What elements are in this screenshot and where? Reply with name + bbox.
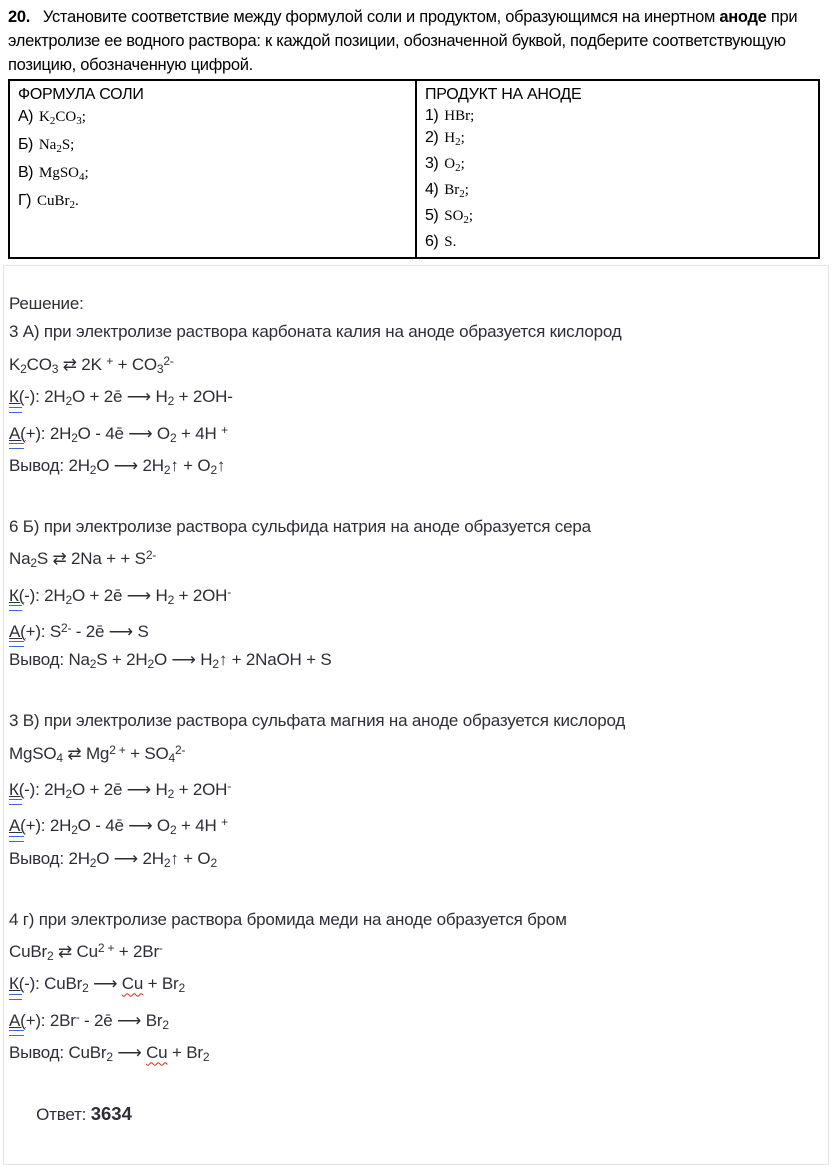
product-formula-3: $O_2$; xyxy=(444,156,465,174)
answer-label: Ответ: xyxy=(36,1105,91,1125)
product-formula-2: $H_2$; xyxy=(444,130,465,148)
product-row-6 xyxy=(425,231,812,253)
section-b-conclusion-equation: Вывод: $Na_2S + 2H_2O$ ⟶ $H_2↑$ + 2NaOH + S xyxy=(9,650,332,672)
question-line-3: позицию, обозначенную цифрой. xyxy=(8,56,253,74)
section-a-anode-equation: А(+): $2H_2O$ - 4ē ⟶ $O_2 + 4H$ + xyxy=(9,416,823,452)
salt-formula-column xyxy=(10,81,417,257)
product-formula-4: $Br_2$; xyxy=(444,182,469,200)
section-g-dissociation-equation: CuBr$_2$ ⇄ $Cu^{2 +} + 2Br^-$ xyxy=(9,941,163,964)
section-b-heading: 6 Б) при электролизе раствора сульфида натрия на аноде образуется сера xyxy=(9,516,591,536)
exam-page xyxy=(0,5,832,1165)
answer-line xyxy=(9,1072,823,1158)
solution-section-a xyxy=(9,318,823,484)
section-a-dissociation-equation: $K_2CO_3$ ⇄ 2K $^+ + CO_3^{2-}$ xyxy=(9,353,174,376)
product-label-6: 6) xyxy=(425,233,439,250)
salt-label-b: Б) xyxy=(18,136,33,153)
product-column-header: ПРОДУКТ НА АНОДЕ xyxy=(425,86,582,103)
salt-label-g: Г) xyxy=(18,192,31,209)
product-row-4 xyxy=(425,179,812,205)
salt-formula-g: CuBr$_2$. xyxy=(37,193,79,211)
question-statement xyxy=(8,5,824,77)
section-v-anode-equation: А(+): $2H_2O$ - 4ē ⟶ $O_2 + 4H$ + xyxy=(9,808,823,844)
section-a-cathode-equation: К(-): $2H_2O$ + 2ē ⟶ $H_2 + 2OH-$ xyxy=(9,383,823,415)
solution-section-v xyxy=(9,707,823,877)
section-g-heading: 4 г) при электролизе раствора бромида меди на аноде образуется бром xyxy=(9,909,567,929)
salt-row-a xyxy=(18,105,409,133)
question-line-1: 20. Установите соответствие между формулой соли и продуктом, образующимся на инертном аноде при xyxy=(8,8,798,26)
section-v-dissociation-equation: MgSO$_4$ ⇄ $Mg^{2 +} + SO_4^{2-}$ xyxy=(9,742,186,765)
section-g-conclusion-equation: Вывод: CuBr$_2$ ⟶ $Cu + Br_2$ xyxy=(9,1043,210,1065)
product-row-3 xyxy=(425,153,812,179)
salt-formula-b: $Na_2S$; xyxy=(38,137,75,155)
section-g-cathode-equation: К(-): CuBr$_2$ ⟶ $Cu + Br_2$ xyxy=(9,970,823,1002)
section-v-cathode-equation: К(-): $2H_2O$ + 2ē ⟶ $H_2 + 2OH^-$ xyxy=(9,772,823,808)
section-b-cathode-equation: К(-): $2H_2O$ + 2ē ⟶ $H_2 + 2OH^-$ xyxy=(9,578,823,614)
product-label-5: 5) xyxy=(425,207,439,224)
section-a-heading: 3 А) при электролизе раствора карбоната калия на аноде образуется кислород xyxy=(9,322,622,342)
section-v-conclusion-equation: Вывод: $2H_2O$ ⟶ $2H_2↑ + O_2$ xyxy=(9,848,217,870)
answer-value: 3634 xyxy=(90,1103,132,1125)
matching-table xyxy=(8,79,820,259)
product-label-1: 1) xyxy=(425,107,439,124)
solution-panel xyxy=(3,265,829,1165)
product-row-2 xyxy=(425,127,812,153)
solution-title: Решение: xyxy=(9,294,84,313)
salt-row-b xyxy=(18,133,409,161)
product-row-5 xyxy=(425,205,812,231)
section-a-conclusion-equation: Вывод: $2H_2O$ ⟶ $2H_2↑$ + $O_2↑$ xyxy=(9,456,226,478)
section-b-anode-equation: А(+): $S^{2-}$ - 2ē ⟶ S xyxy=(9,614,823,646)
section-b-dissociation-equation: $Na_2S$ ⇄ 2Na + + $S^{2-}$ xyxy=(9,548,157,571)
solution-section-b xyxy=(9,513,823,679)
question-line-2: электролизе ее водного раствора: к каждой позиции, обозначенной буквой, подберите соответствующую xyxy=(8,32,786,50)
solution-section-g xyxy=(9,906,823,1072)
product-formula-1: HBr; xyxy=(444,108,475,124)
salt-label-a: А) xyxy=(18,108,33,125)
salt-column-header: ФОРМУЛА СОЛИ xyxy=(18,86,144,103)
product-label-2: 2) xyxy=(425,129,439,146)
section-v-heading: 3 В) при электролизе раствора сульфата магния на аноде образуется кислород xyxy=(9,711,626,731)
product-row-1 xyxy=(425,105,812,127)
product-label-4: 4) xyxy=(425,181,439,198)
salt-label-v: В) xyxy=(18,164,33,181)
salt-row-g xyxy=(18,189,409,217)
salt-formula-v: MgSO$_4$; xyxy=(39,165,89,183)
product-formula-6: S. xyxy=(444,234,457,250)
product-formula-5: $SO_2$; xyxy=(444,208,474,226)
salt-formula-a: $K_2CO_3$; xyxy=(39,109,86,127)
section-g-anode-equation: А(+): 2Br- - 2ē ⟶ $Br_2$ xyxy=(9,1003,823,1039)
salt-row-v xyxy=(18,161,409,189)
product-label-3: 3) xyxy=(425,155,439,172)
anode-product-column xyxy=(417,81,818,257)
